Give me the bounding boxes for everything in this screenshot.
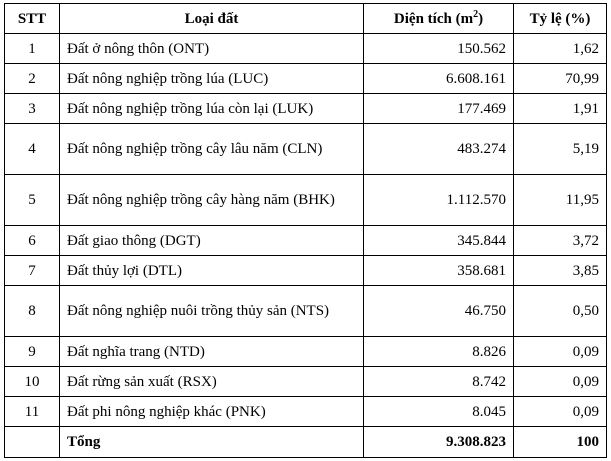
row-stt: 5 (5, 175, 60, 226)
header-area-prefix: Diện tích (m (393, 10, 474, 27)
total-ratio: 100 (514, 427, 607, 458)
table-row (5, 397, 607, 427)
row-ratio: 1,62 (514, 34, 607, 64)
table-row (5, 124, 607, 175)
row-area: 150.562 (364, 34, 514, 64)
header-stt: STT (5, 4, 60, 34)
header-land-type: Loại đất (60, 4, 364, 34)
row-area: 483.274 (364, 124, 514, 175)
total-row (5, 427, 607, 458)
row-land-type: Đất nông nghiệp trồng cây lâu năm (CLN) (60, 124, 364, 175)
row-ratio: 1,91 (514, 94, 607, 124)
row-area: 6.608.161 (364, 64, 514, 94)
row-ratio: 70,99 (514, 64, 607, 94)
row-stt: 3 (5, 94, 60, 124)
row-area: 8.826 (364, 337, 514, 367)
table-row (5, 226, 607, 256)
table-row (5, 64, 607, 94)
row-ratio: 5,19 (514, 124, 607, 175)
header-area-suffix: ) (478, 10, 484, 27)
row-stt: 6 (5, 226, 60, 256)
row-land-type: Đất thủy lợi (DTL) (60, 256, 364, 286)
row-stt: 9 (5, 337, 60, 367)
total-area: 9.308.823 (364, 427, 514, 458)
row-land-type: Đất nông nghiệp nuôi trồng thủy sản (NTS) (60, 286, 364, 337)
row-land-type: Đất nông nghiệp trồng cây hàng năm (BHK) (60, 175, 364, 226)
row-ratio: 11,95 (514, 175, 607, 226)
row-area: 358.681 (364, 256, 514, 286)
land-use-table (4, 3, 607, 458)
row-land-type: Đất ở nông thôn (ONT) (60, 34, 364, 64)
row-stt: 1 (5, 34, 60, 64)
row-land-type: Đất rừng sản xuất (RSX) (60, 367, 364, 397)
total-label: Tổng (60, 427, 364, 458)
table-row (5, 94, 607, 124)
row-ratio: 0,09 (514, 337, 607, 367)
row-land-type: Đất giao thông (DGT) (60, 226, 364, 256)
row-area: 1.112.570 (364, 175, 514, 226)
row-ratio: 0,50 (514, 286, 607, 337)
header-area-superscript: 2 (473, 8, 479, 20)
row-ratio: 0,09 (514, 397, 607, 427)
row-land-type: Đất nông nghiệp trồng lúa (LUC) (60, 64, 364, 94)
table-row (5, 34, 607, 64)
row-land-type: Đất nông nghiệp trồng lúa còn lại (LUK) (60, 94, 364, 124)
row-area: 345.844 (364, 226, 514, 256)
row-ratio: 0,09 (514, 367, 607, 397)
row-stt: 10 (5, 367, 60, 397)
header-ratio: Tỷ lệ (%) (514, 4, 607, 34)
row-stt: 8 (5, 286, 60, 337)
row-stt: 2 (5, 64, 60, 94)
total-stt (5, 427, 60, 458)
row-area: 46.750 (364, 286, 514, 337)
table-row (5, 367, 607, 397)
row-land-type: Đất nghĩa trang (NTD) (60, 337, 364, 367)
row-stt: 11 (5, 397, 60, 427)
table-row (5, 256, 607, 286)
table-header-row (5, 4, 607, 34)
row-ratio: 3,72 (514, 226, 607, 256)
row-stt: 4 (5, 124, 60, 175)
table-row (5, 337, 607, 367)
header-area (364, 4, 514, 34)
row-area: 8.742 (364, 367, 514, 397)
table-row (5, 286, 607, 337)
table-row (5, 175, 607, 226)
row-stt: 7 (5, 256, 60, 286)
row-land-type: Đất phi nông nghiệp khác (PNK) (60, 397, 364, 427)
row-area: 8.045 (364, 397, 514, 427)
row-area: 177.469 (364, 94, 514, 124)
row-ratio: 3,85 (514, 256, 607, 286)
